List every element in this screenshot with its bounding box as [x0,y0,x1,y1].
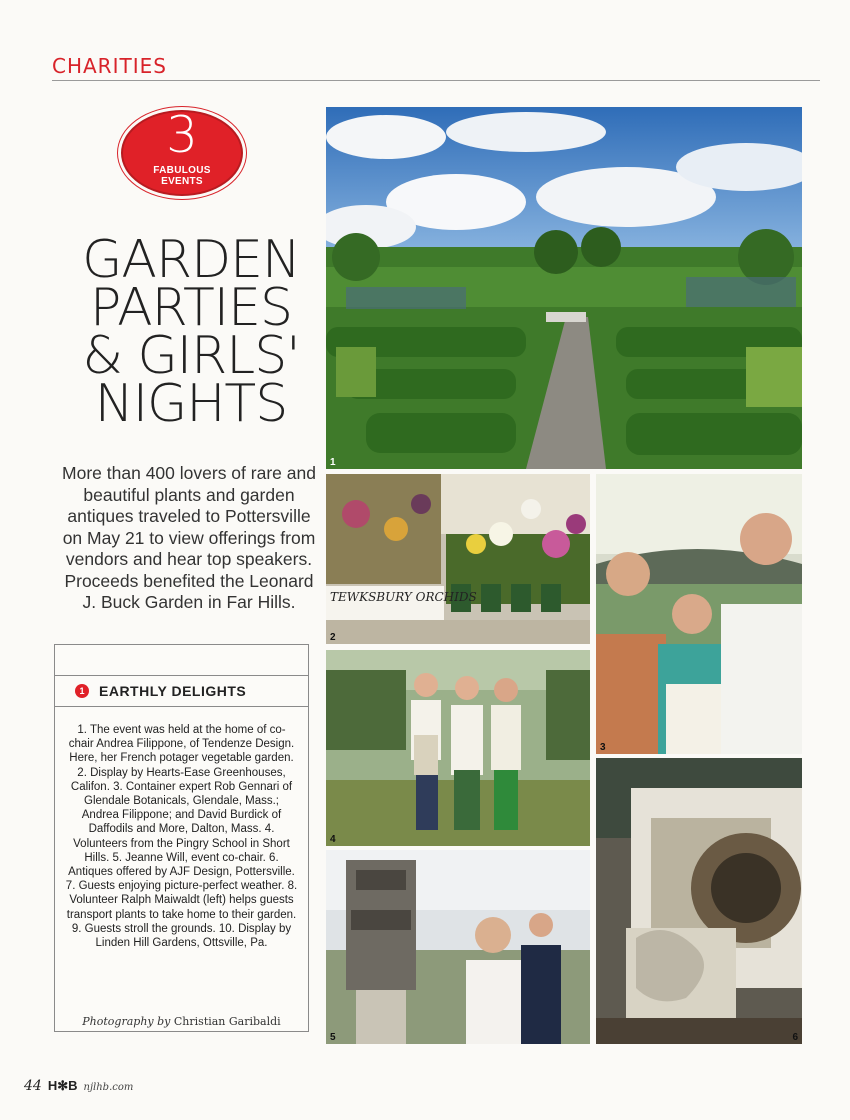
photo-guests-trio [596,474,802,754]
credit-name: Christian Garibaldi [173,1015,281,1028]
sidebar-title: EARTHLY DELIGHTS [99,683,247,699]
sidebar-top-band [55,645,308,676]
sidebar-captions: 1. The event was held at the home of co-chair Andrea Filippone, of Tendenze Design. Here, her French potager vegetable garden. 2. Display by Hearts-Ease Greenhouses, Califon. 3. Container expert Rob Gennari of Glendale Botanicals, Glendale, Mass.; Andrea Filippone; and David Burdick of Daffodils and More, Dalton, Mass. 4. Volunteers from the Pingry School in Short Hills. 5. Jeanne Will, event co-chair. 6. Antiques offered by AJF Design, Pottersville. 7. Guests enjoying picture-perfect weather. 8. Volunteer Ralph Maiwaldt (left) helps guests transport plants to take home to their garden. 9. Guests stroll the grounds. 10. Display by Linden Hill Gardens, Ottsville, Pa. [65,724,298,950]
photo-number-5: 5 [330,1032,336,1043]
page-footer [24,1078,133,1094]
co-chair-image [326,850,590,1044]
volunteers-image [326,650,590,846]
credit-prefix: Photography by [82,1015,171,1028]
badge-text [121,165,243,187]
photo-number-1: 1 [330,457,336,468]
page-title [66,230,316,434]
photo-number-4: 4 [330,834,336,845]
events-badge [121,106,243,196]
badge-line1: FABULOUS [153,165,211,176]
photo-garden [326,107,802,469]
photo-co-chair [326,850,590,1044]
page-number: 44 [24,1078,42,1094]
section-label: CHARITIES [52,54,167,78]
website: njlhb.com [83,1082,134,1093]
photo-orchids [326,474,590,644]
photo-volunteers [326,650,590,846]
garden-image [326,107,802,469]
title-line2: PARTIES [90,278,292,338]
intro-paragraph: More than 400 lovers of rare and beautiful plants and garden antiques traveled to Pottersville on May 21 to view offerings from vendors and hear top speakers. Proceeds benefited the Leonard J. Buck Garden in Far Hills. [62,463,316,612]
badge-number: 3 [166,106,198,164]
badge-line2: EVENTS [161,176,203,187]
orchids-image [326,474,590,644]
guests-trio-image [596,474,802,754]
sidebar-box [54,644,309,1032]
sidebar-number-dot: 1 [75,684,89,698]
photo-number-6: 6 [792,1032,798,1043]
header-rule [52,80,820,81]
antiques-image [596,758,802,1044]
title-line3: & GIRLS' [82,326,300,386]
sidebar-header [55,676,308,707]
photo-credit [55,1015,308,1028]
photo-antiques [596,758,802,1044]
title-line4: NIGHTS [94,374,288,434]
magazine-logo: H✻B [47,1078,78,1093]
photo-number-3: 3 [600,742,606,753]
orchid-sign: TEWKSBURY ORCHIDS [330,590,477,604]
title-line1: GARDEN [82,230,300,290]
photo-number-2: 2 [330,632,336,643]
